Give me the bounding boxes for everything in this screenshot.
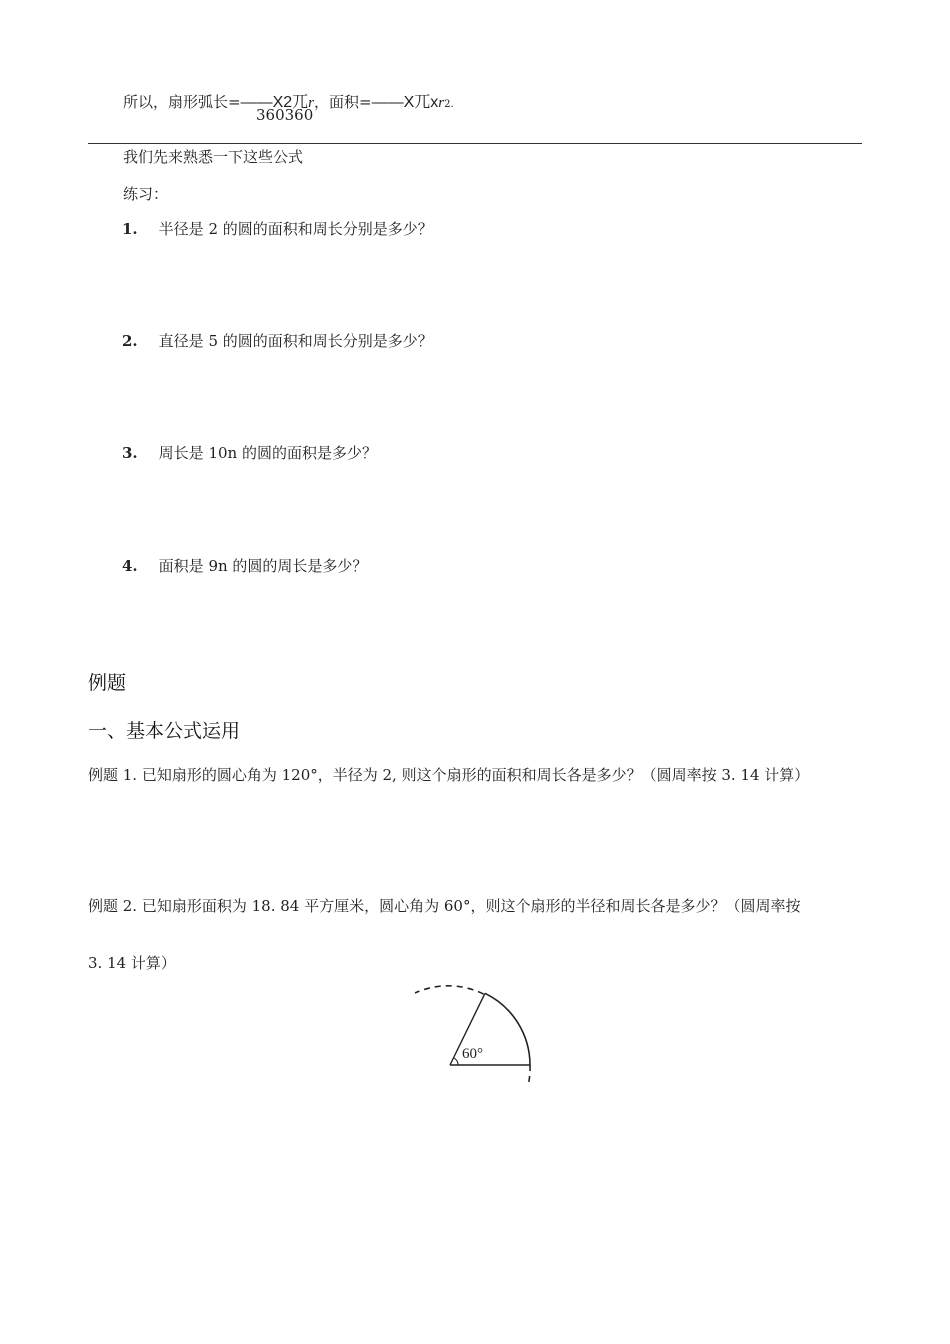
formula-area-label: ，面积= — [314, 93, 372, 111]
angle-marker — [454, 1058, 458, 1065]
question-number: 3. — [122, 444, 138, 462]
formula-pi-2: 兀 — [414, 94, 431, 111]
formula-dash-2: —— — [371, 94, 404, 111]
example-1: 例题 1. 已知扇形的圆心角为 120°，半径为 2, 则这个扇形的面积和周长各是多少？（圆周率按 3. 14 计算） — [88, 766, 810, 784]
formula-arc-x2: X2 — [272, 94, 293, 111]
example-2: 例题 2. 已知扇形面积为 18. 84 平方厘米，圆心角为 60°，则这个扇形的半径和周长各是多少？（圆周率按 — [88, 897, 801, 915]
angle-label: 60° — [462, 1046, 483, 1062]
formula-r-1: r — [308, 95, 315, 111]
question-text: 周长是 10n 的圆的面积是多少？ — [158, 444, 377, 462]
practice-question-3 — [122, 442, 377, 463]
dashed-circle-arc — [415, 986, 484, 994]
formula-r-2: r — [438, 95, 445, 111]
example-2-tail: 3. 14 计算） — [88, 954, 176, 972]
practice-label: 练习： — [123, 185, 169, 203]
question-number: 1. — [122, 220, 138, 238]
formula-pi-1: 兀 — [292, 94, 309, 111]
subsection-title: 一、基本公式运用 — [88, 720, 241, 742]
practice-question-2 — [122, 330, 433, 351]
sector-arc — [485, 993, 530, 1065]
question-text: 面积是 9n 的圆的周长是多少？ — [158, 557, 368, 575]
formula-dash-1: —— — [240, 94, 273, 111]
practice-question-4 — [122, 555, 367, 576]
section-title: 例题 — [88, 672, 127, 694]
question-text: 直径是 5 的圆的面积和周长分别是多少？ — [158, 332, 433, 350]
formula-denominators: 360360 — [256, 106, 314, 124]
divider-line — [88, 143, 862, 144]
formula-arc-label: 所以，扇形弧长= — [123, 93, 241, 111]
sector-figure — [400, 980, 550, 1090]
intro-text: 我们先来熟悉一下这些公式 — [123, 148, 304, 166]
formula-area-x: X — [403, 94, 415, 111]
formula-square: 2. — [444, 99, 454, 110]
practice-question-1 — [122, 218, 433, 239]
question-number: 2. — [122, 332, 138, 350]
formula-area-x-small: x — [430, 94, 439, 111]
dashed-circle-arc-lower — [528, 1065, 530, 1086]
question-text: 半径是 2 的圆的面积和周长分别是多少？ — [158, 220, 433, 238]
question-number: 4. — [122, 557, 138, 575]
